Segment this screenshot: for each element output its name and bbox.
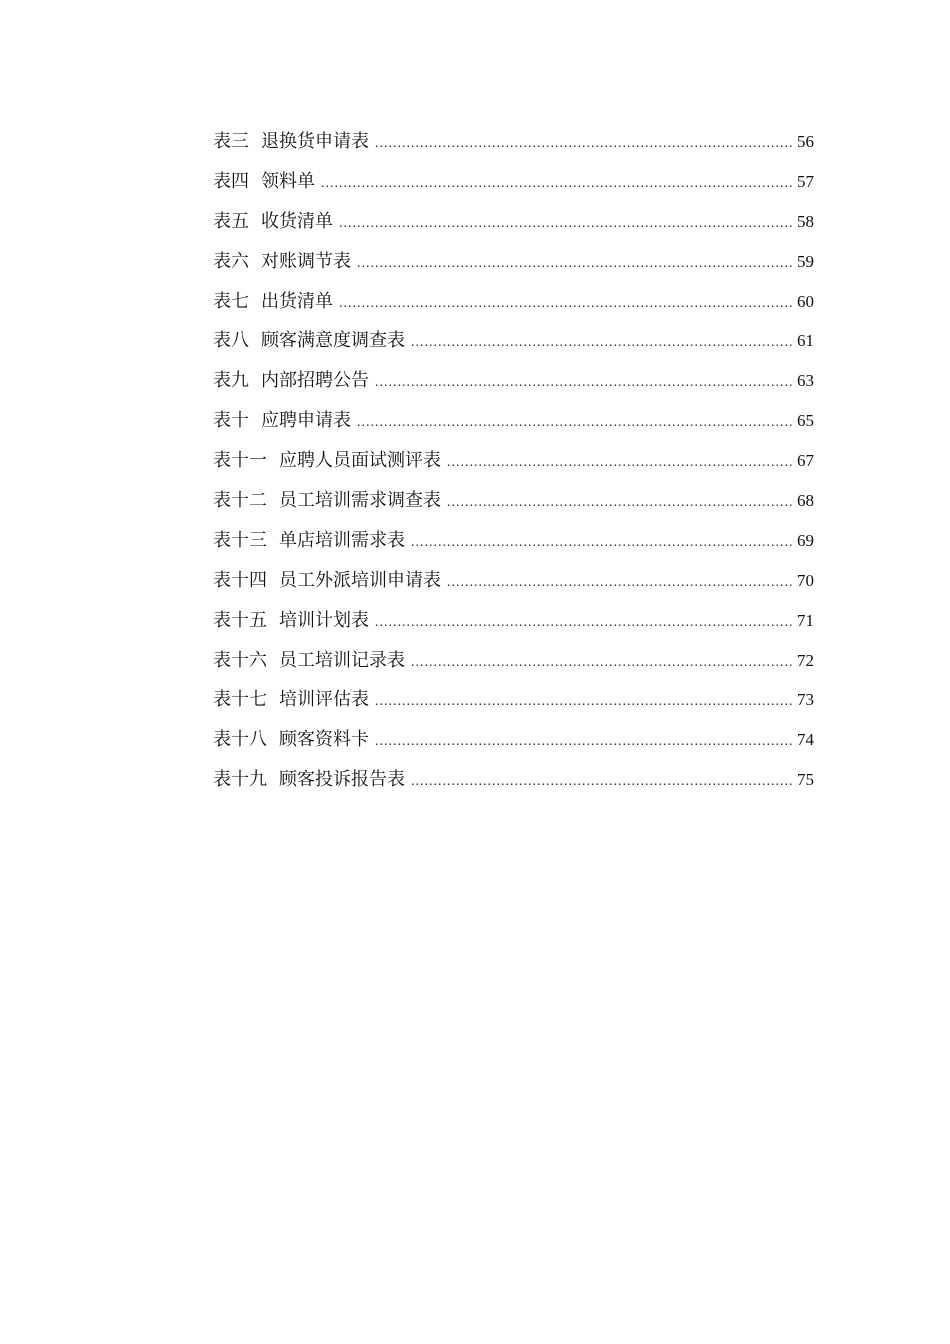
toc-entry-number: 表九 [213,370,249,392]
toc-entry-title: 顾客投诉报告表 [279,769,405,791]
toc-entry-label [213,566,441,592]
toc-entry-number: 表十九 [213,769,267,791]
toc-entry[interactable] [213,326,814,366]
toc-entry-title: 员工培训记录表 [279,649,405,671]
toc-entry-title: 出货清单 [261,290,333,312]
toc-entry-label [213,287,333,313]
toc-entry-title: 员工培训需求调查表 [279,490,441,512]
toc-entry-number: 表五 [213,210,249,232]
toc-entry-number: 表十五 [213,609,267,631]
toc-entry[interactable] [213,606,814,646]
toc-leader-dots [375,375,793,391]
toc-entry-title: 对账调节表 [261,250,351,272]
toc-leader-dots [411,535,793,551]
toc-entry-title: 收货清单 [261,210,333,232]
toc-entry-label [213,606,369,632]
toc-entry-number: 表十二 [213,490,267,512]
toc-entry-label [213,486,441,512]
toc-entry-number: 表七 [213,290,249,312]
toc-entry-label [213,725,369,751]
toc-entry-number: 表十八 [213,729,267,751]
toc-entry-title: 单店培训需求表 [279,529,405,551]
toc-leader-dots [375,615,793,631]
toc-entry[interactable] [213,366,814,406]
toc-entry-page: 71 [797,610,814,630]
toc-entry-label [213,685,369,711]
toc-entry-number: 表十 [213,410,249,432]
toc-entry-title: 内部招聘公告 [261,370,369,392]
toc-entry[interactable] [213,167,814,207]
toc-leader-dots [339,296,793,312]
toc-entry-number: 表十六 [213,649,267,671]
toc-entry[interactable] [213,646,814,686]
toc-leader-dots [321,176,793,192]
toc-entry-number: 表十三 [213,529,267,551]
toc-entry-number: 表十七 [213,689,267,711]
toc-entry-page: 69 [797,530,814,550]
toc-leader-dots [375,136,793,152]
toc-entry-page: 56 [797,132,814,151]
toc-entry-title: 顾客满意度调查表 [261,330,405,352]
toc-entry[interactable] [213,685,814,725]
toc-entry-page: 67 [797,451,814,471]
toc-entry-page: 60 [797,291,814,311]
toc-entry-page: 65 [797,411,814,431]
toc-entry-page: 57 [797,171,814,191]
toc-entry-label [213,326,405,352]
toc-entry-title: 顾客资料卡 [279,729,369,751]
toc-entry-label [213,446,441,472]
toc-entry-page: 58 [797,211,814,231]
toc-entry[interactable] [213,446,814,486]
toc-entry-page: 75 [797,770,814,790]
toc-entry-label [213,646,405,672]
toc-entry[interactable] [213,765,814,805]
toc-entry-title: 领料单 [261,170,315,192]
toc-entry-label [213,247,351,273]
toc-entry-title: 培训评估表 [279,689,369,711]
toc-entry-number: 表四 [213,170,249,192]
toc-leader-dots [411,655,793,671]
toc-entry-number: 表三 [213,131,249,152]
toc-entry-title: 应聘人员面试测评表 [279,450,441,472]
toc-entry[interactable] [213,406,814,446]
table-of-contents [213,127,814,805]
toc-entry[interactable] [213,725,814,765]
toc-entry[interactable] [213,566,814,606]
toc-entry-label [213,765,405,791]
toc-entry[interactable] [213,526,814,566]
toc-entry[interactable] [213,486,814,526]
toc-entry-title: 培训计划表 [279,609,369,631]
toc-leader-dots [357,256,793,272]
toc-entry[interactable] [213,287,814,327]
toc-leader-dots [447,575,793,591]
toc-entry-page: 74 [797,730,814,750]
toc-entry-label [213,167,315,193]
toc-entry-page: 72 [797,650,814,670]
toc-entry-page: 68 [797,491,814,511]
toc-entry-number: 表八 [213,330,249,352]
toc-entry-title: 员工外派培训申请表 [279,569,441,591]
toc-entry-label [213,526,405,552]
toc-leader-dots [357,415,793,431]
toc-leader-dots [411,335,793,351]
toc-leader-dots [411,774,793,790]
toc-entry-page: 73 [797,690,814,710]
toc-entry-label [213,366,369,392]
toc-entry-page: 70 [797,570,814,590]
toc-leader-dots [375,734,793,750]
toc-entry-title: 退换货申请表 [261,131,369,152]
toc-leader-dots [375,694,793,710]
toc-entry-label [213,406,351,432]
toc-leader-dots [447,455,793,471]
toc-entry-number: 表十四 [213,569,267,591]
toc-entry-title: 应聘申请表 [261,410,351,432]
toc-entry-page: 61 [797,331,814,351]
toc-entry[interactable] [213,127,814,167]
toc-entry-number: 表十一 [213,450,267,472]
toc-leader-dots [339,216,793,232]
toc-entry-label [213,127,369,153]
toc-entry[interactable] [213,247,814,287]
toc-entry-page: 63 [797,371,814,391]
toc-entry-label [213,207,333,233]
toc-entry[interactable] [213,207,814,247]
toc-leader-dots [447,495,793,511]
toc-entry-page: 59 [797,251,814,271]
toc-entry-number: 表六 [213,250,249,272]
